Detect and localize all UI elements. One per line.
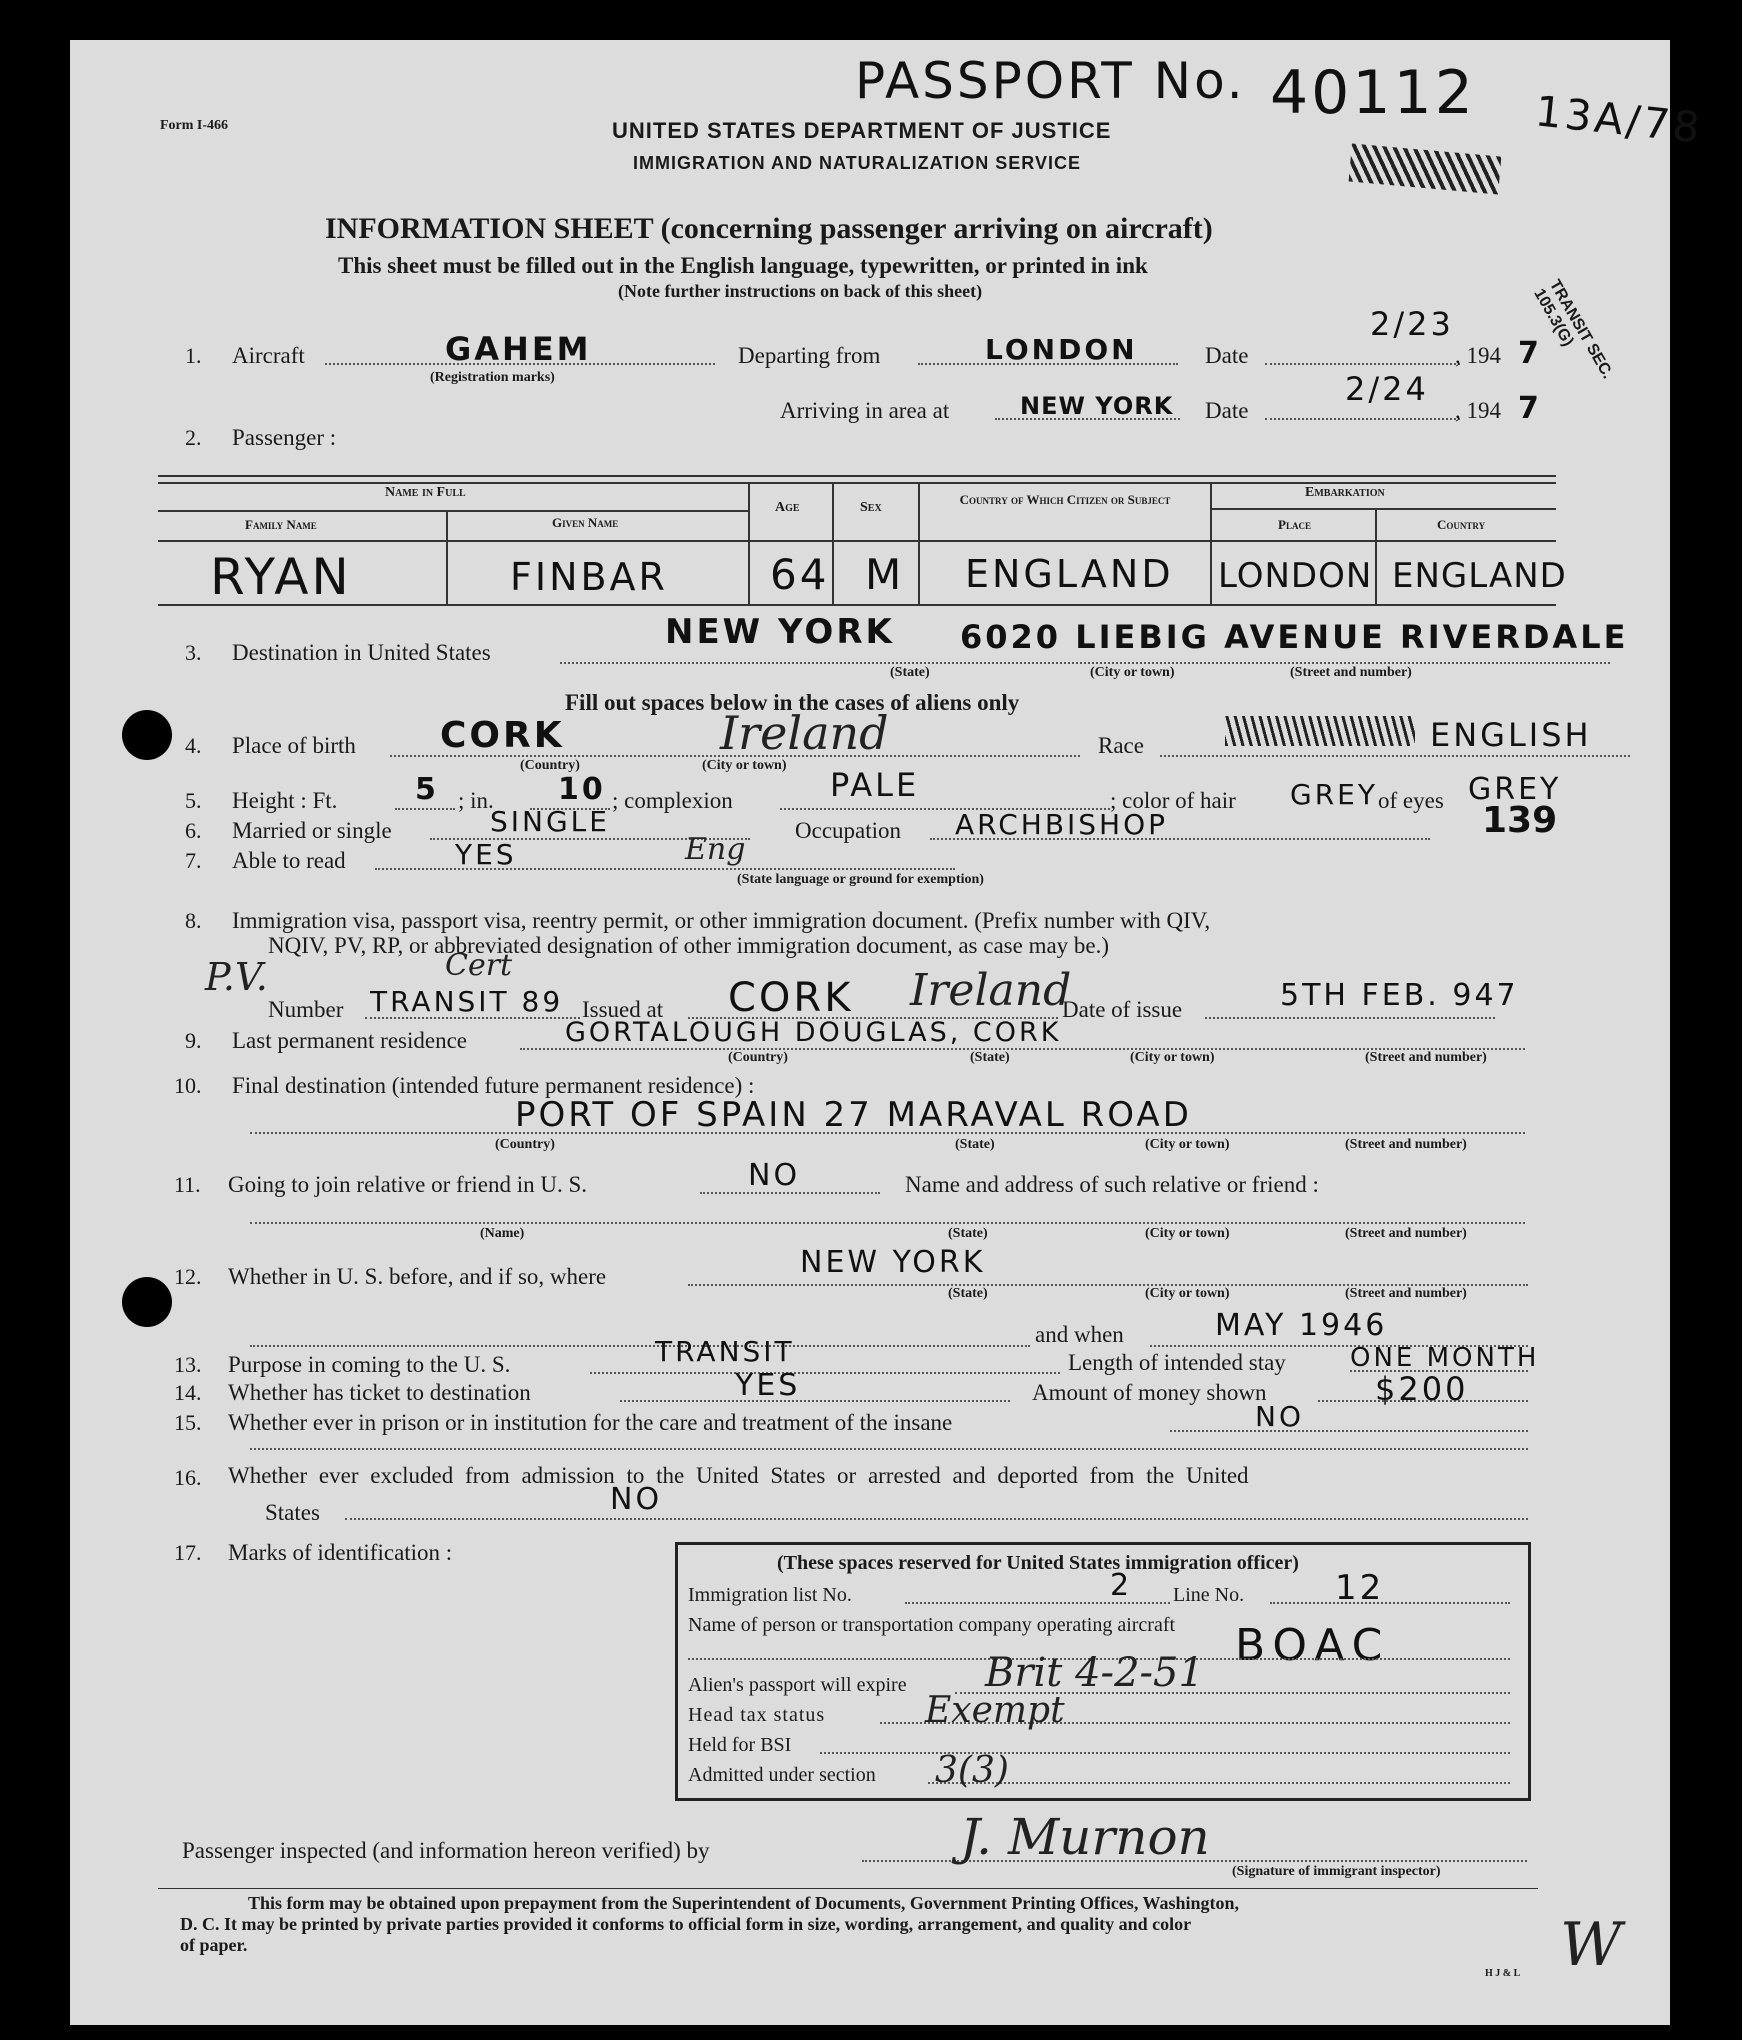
residence-label: Last permanent residence [232, 1028, 467, 1053]
before-label: Whether in U. S. before, and if so, where [228, 1264, 607, 1289]
expire-value: Brit 4-2-51 [985, 1650, 1204, 1696]
height-feet: 5 [415, 772, 439, 807]
passport-label: PASSPORT No. [855, 52, 1246, 110]
instruction-1: This sheet must be filled out in the English language, typewritten, or printed in ink [338, 253, 1148, 278]
purpose-label: Purpose in coming to the U. S. [228, 1352, 511, 1377]
item-1-number: 1. [185, 343, 202, 368]
date-of-issue-label: Date of issue [1062, 997, 1183, 1022]
passport-number: 40112 [1270, 58, 1476, 128]
registration-caption: (Registration marks) [430, 370, 555, 385]
header-place: Place [1278, 517, 1311, 532]
cap-street-9: (Street and number) [1365, 1050, 1487, 1065]
excluded-value: NO [610, 1482, 663, 1517]
printer-mark: H J & L [1485, 1968, 1521, 1979]
visa-number: TRANSIT 89 [370, 985, 564, 1018]
eyes-label: of eyes [1378, 788, 1444, 813]
read-caption: (State language or ground for exemption) [737, 872, 984, 887]
item-10-number: 10. [174, 1073, 202, 1098]
date-dep-label: Date [1205, 343, 1249, 368]
year-arrival: 7 [1518, 391, 1542, 426]
occupation-value: ARCHBISHOP [955, 808, 1169, 841]
extra-number: 139 [1482, 800, 1558, 841]
list-no-label: Immigration list No. [688, 1584, 852, 1606]
initials-mark: W [1560, 1910, 1622, 1980]
cap-street-3: (Street and number) [1290, 665, 1412, 680]
visa-prefix: P.V. [205, 955, 268, 999]
visa-text-1: Immigration visa, passport visa, reentry permit, or other immigration document. (Prefix number with QIV, [232, 908, 1211, 933]
visa-text-2: NQIV, PV, RP, or abbreviated designation of other immigration document, as case may be.) [268, 933, 1110, 958]
year-departure: 7 [1518, 336, 1542, 371]
occupation-label: Occupation [795, 818, 902, 843]
officer-box-title: (These spaces reserved for United States immigration officer) [777, 1552, 1299, 1574]
when-label: and when [1035, 1322, 1124, 1347]
married-label: Married or single [232, 818, 392, 843]
before-where: NEW YORK [800, 1245, 986, 1280]
cap-city-4: (City or town) [702, 758, 787, 773]
cap-city-9: (City or town) [1130, 1050, 1215, 1065]
prison-value: NO [1255, 1400, 1304, 1433]
item-14-number: 14. [174, 1380, 202, 1405]
header-given-name: Given Name [552, 515, 619, 530]
footer-line-2: D. C. It may be printed by private parties provided it conforms to official form in size, wording, arrangement, and quality and color [180, 1914, 1192, 1934]
marital-status: SINGLE [490, 805, 610, 838]
eyes-value: GREY [1468, 772, 1562, 807]
item-12-number: 12. [174, 1264, 202, 1289]
birth-country: Ireland [720, 706, 889, 760]
punch-hole-top [122, 710, 172, 760]
cap-country-10: (Country) [495, 1137, 555, 1152]
header-age: Age [775, 500, 800, 515]
height-label: Height : Ft. [232, 788, 338, 813]
line-no: 12 [1335, 1568, 1385, 1608]
cap-city-10: (City or town) [1145, 1137, 1230, 1152]
department-title: UNITED STATES DEPARTMENT OF JUSTICE [612, 118, 1112, 143]
money-label: Amount of money shown [1032, 1380, 1267, 1405]
form-number: Form I-466 [160, 118, 229, 133]
operator-label: Name of person or transportation company operating aircraft [688, 1614, 1176, 1636]
item-6-number: 6. [185, 818, 202, 843]
cap-state-3: (State) [890, 665, 930, 680]
signature-caption: (Signature of immigrant inspector) [1232, 1864, 1441, 1879]
item-7-number: 7. [185, 848, 202, 873]
join-value: NO [748, 1158, 801, 1193]
complexion-value: PALE [830, 766, 920, 804]
ticket-label: Whether has ticket to destination [228, 1380, 531, 1405]
purpose-value: TRANSIT [655, 1335, 795, 1368]
item-5-number: 5. [185, 788, 202, 813]
visa-cert: Cert [445, 948, 513, 983]
cap-state-10: (State) [955, 1137, 995, 1152]
cap-country-9: (Country) [728, 1050, 788, 1065]
stay-value: ONE MONTH [1350, 1343, 1540, 1373]
family-name: RYAN [210, 548, 352, 606]
prison-label: Whether ever in prison or in institution for the care and treatment of the insane [228, 1410, 953, 1435]
stay-label: Length of intended stay [1068, 1350, 1286, 1375]
given-name: FINBAR [510, 555, 668, 599]
excluded-label-2: States [265, 1500, 320, 1525]
excluded-label-1: Whether ever excluded from admission to the United States or arrested and deported from the United [228, 1463, 1249, 1488]
tax-value: Exempt [925, 1690, 1065, 1731]
item-15-number: 15. [174, 1410, 202, 1435]
item-2-number: 2. [185, 425, 202, 450]
departing-city: LONDON [985, 333, 1138, 366]
visa-number-label: Number [268, 997, 344, 1022]
item-4-number: 4. [185, 733, 202, 758]
embark-place: LONDON [1218, 556, 1373, 596]
header-name-in-full: Name in Full [385, 485, 466, 500]
final-destination: PORT OF SPAIN 27 MARAVAL ROAD [515, 1095, 1192, 1135]
aliens-heading: Fill out spaces below in the cases of aliens only [565, 690, 1020, 715]
cap-city-12: (City or town) [1145, 1286, 1230, 1301]
line-no-label: Line No. [1173, 1584, 1245, 1606]
arriving-city: NEW YORK [1020, 392, 1174, 420]
item-11-number: 11. [174, 1172, 201, 1197]
header-sex: Sex [860, 500, 882, 515]
issued-at: CORK [728, 975, 854, 1021]
aircraft-registration: GAHEM [445, 330, 592, 368]
hair-value: GREY [1290, 778, 1378, 811]
admitted-label: Admitted under section [688, 1764, 876, 1786]
marks-label: Marks of identification : [228, 1540, 453, 1565]
date-arrival: 2/24 [1345, 370, 1429, 408]
embark-country: ENGLAND [1392, 556, 1567, 596]
header-family-name: Family Name [245, 517, 317, 532]
complexion-label: ; complexion [612, 788, 733, 813]
item-9-number: 9. [185, 1028, 202, 1053]
race-value: ENGLISH [1430, 716, 1592, 754]
height-inches: 10 [558, 772, 606, 807]
form-title: INFORMATION SHEET (concerning passenger arriving on aircraft) [325, 212, 1213, 245]
money-value: $200 [1375, 1370, 1469, 1408]
cap-state-12: (State) [948, 1286, 988, 1301]
birth-city: CORK [440, 715, 565, 756]
arriving-label: Arriving in area at [780, 398, 950, 423]
date-arr-label: Date [1205, 398, 1249, 423]
age-value: 64 [770, 550, 830, 599]
date-departure: 2/23 [1370, 305, 1454, 343]
item-16-number: 16. [174, 1465, 202, 1490]
read-label: Able to read [232, 848, 346, 873]
cap-street-11: (Street and number) [1345, 1226, 1467, 1241]
race-label: Race [1098, 733, 1144, 758]
relative-name-label: Name and address of such relative or friend : [905, 1172, 1319, 1197]
join-label: Going to join relative or friend in U. S. [228, 1172, 587, 1197]
item-8-number: 8. [185, 908, 202, 933]
year-dep-label: , 194 [1455, 343, 1501, 368]
departing-label: Departing from [738, 343, 881, 368]
struck-out-text [1225, 716, 1415, 746]
destination-state: NEW YORK [665, 612, 895, 652]
year-arr-label: , 194 [1455, 398, 1501, 423]
final-destination-label: Final destination (intended future permanent residence) : [232, 1073, 755, 1098]
hair-label: ; color of hair [1110, 788, 1236, 813]
read-value: YES [455, 838, 517, 871]
cap-city-3: (City or town) [1090, 665, 1175, 680]
before-when: MAY 1946 [1215, 1308, 1388, 1343]
inspected-label: Passenger inspected (and information hereon verified) by [182, 1838, 710, 1863]
admitted-section: 3(3) [935, 1750, 1009, 1791]
transit-stamp: TRANSIT SEC. 105.3(G) [1530, 277, 1617, 382]
issued-at-label: Issued at [582, 997, 664, 1022]
last-residence: GORTALOUGH DOUGLAS, CORK [565, 1017, 1062, 1048]
reference-number: 13A/78 [1532, 86, 1705, 153]
cap-city-11: (City or town) [1145, 1226, 1230, 1241]
footer-line-3: of paper. [180, 1935, 248, 1955]
cap-street-12: (Street and number) [1345, 1286, 1467, 1301]
header-emb-country: Country [1437, 517, 1486, 532]
header-embarkation: Embarkation [1305, 485, 1385, 500]
date-of-issue: 5TH FEB. 947 [1280, 978, 1519, 1013]
cap-street-10: (Street and number) [1345, 1137, 1467, 1152]
destination-address: 6020 LIEBIG AVENUE RIVERDALE [960, 618, 1629, 656]
list-no: 2 [1110, 1568, 1133, 1603]
item-3-number: 3. [185, 640, 202, 665]
service-title: IMMIGRATION AND NATURALIZATION SERVICE [633, 153, 1081, 173]
sex-value: M [865, 550, 905, 599]
inspector-signature: J. Murnon [960, 1808, 1210, 1866]
cap-country-4: (Country) [520, 758, 580, 773]
tax-label: Head tax status [688, 1704, 826, 1726]
operator-value: BOAC [1235, 1620, 1391, 1671]
footer-rule [158, 1888, 1538, 1889]
footer-line-1: This form may be obtained upon prepayment from the Superintendent of Documents, Government Printing Offices, Washington, [248, 1893, 1240, 1913]
cap-state-9: (State) [970, 1050, 1010, 1065]
cap-name-11: (Name) [480, 1226, 525, 1241]
bsi-label: Held for BSI [688, 1734, 792, 1756]
destination-label: Destination in United States [232, 640, 491, 665]
expire-label: Alien's passport will expire [688, 1674, 907, 1696]
citizen-country: ENGLAND [965, 552, 1174, 596]
instruction-2: (Note further instructions on back of this sheet) [618, 281, 983, 301]
birth-label: Place of birth [232, 733, 356, 758]
read-language: Eng [685, 832, 746, 867]
issued-country: Ireland [910, 965, 1072, 1016]
aircraft-label: Aircraft [232, 343, 305, 368]
inches-label: ; in. [458, 788, 494, 813]
item-17-number: 17. [174, 1540, 202, 1565]
header-citizen-country: Country of Which Citizen or Subject [959, 492, 1171, 507]
punch-hole-bottom [122, 1277, 172, 1327]
passenger-label: Passenger : [232, 425, 337, 450]
item-13-number: 13. [174, 1352, 202, 1377]
cap-state-11: (State) [948, 1226, 988, 1241]
ticket-value: YES [735, 1368, 801, 1403]
